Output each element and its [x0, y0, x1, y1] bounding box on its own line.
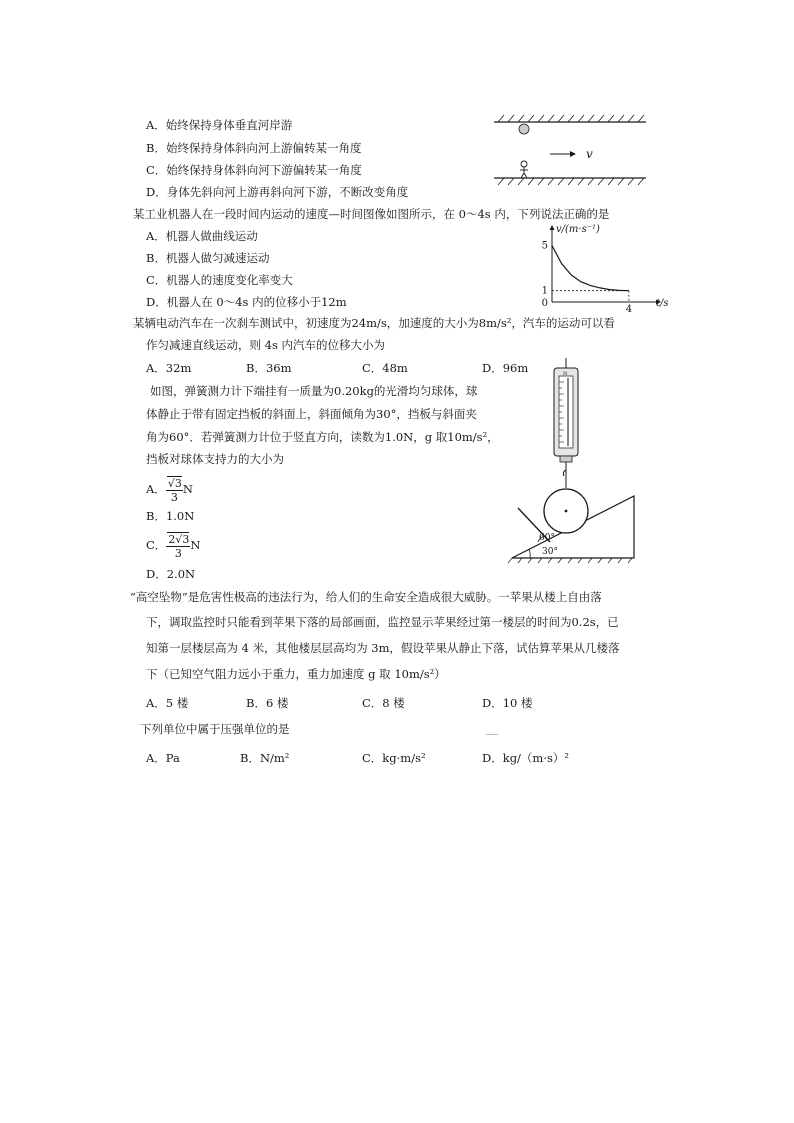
option-a: A．始终保持身体垂直河岸游 [146, 118, 293, 132]
x-axis-label: t/s [656, 298, 669, 309]
option-d: D．身体先斜向河上游再斜向河下游，不断改变角度 [146, 185, 409, 199]
option-a: A．Pa [146, 751, 180, 765]
option-d: D．96m [482, 361, 529, 375]
option-d: D．机器人在 0～4s 内的位移小于12m [146, 295, 347, 309]
option-a: A．5 楼 [146, 696, 189, 710]
question-stem-line-2: 作匀减速直线运动，则 4s 内汽车的位移大小为 [146, 338, 386, 352]
option-c: C．8 楼 [362, 696, 405, 710]
question-stem-line-2: 体静止于带有固定挡板的斜面上，斜面倾角为30°，挡板与斜面夹 [146, 407, 477, 421]
fraction: $\frac{√3}{3}$ [167, 476, 182, 504]
y-axis-arrow [550, 225, 555, 230]
option-b: B．机器人做匀减速运动 [146, 251, 270, 265]
question-stem-line-4: 挡板对球体支持力的大小为 [146, 452, 284, 466]
question-stem-line-4: 下（已知空气阻力远小于重力，重力加速度 g 取 10m/s²） [146, 667, 446, 681]
x-tick-label: 4 [625, 304, 633, 315]
option-b: B．6 楼 [246, 696, 289, 710]
option-a: A．机器人做曲线运动 [146, 229, 258, 243]
question-stem-line-1: 某辆电动汽车在一次刹车测试中，初速度为24m/s，加速度的大小为8m/s²，汽车的运动可以看 [133, 316, 615, 330]
question-stem-line-3: 知第一层楼层高为 4 米，其他楼层层高均为 3m，假设苹果从静止下落，试估算苹果从几楼落 [146, 641, 620, 655]
option-c: C．始终保持身体斜向河下游偏转某一角度 [146, 163, 362, 177]
spring-scale-icon [554, 368, 578, 462]
option-b: B．始终保持身体斜向河上游偏转某一角度 [146, 141, 362, 155]
arrow-right-icon [550, 151, 576, 157]
option-d: D．kg/（m·s）² [482, 751, 569, 765]
angle-60-label: 60° [539, 533, 555, 543]
option-c: C．48m [362, 361, 408, 375]
option-a: A． $\frac{√3}{3}$ N [146, 476, 193, 504]
question-stem-line-3: 角为60°．若弹簧测力计位于竖直方向，读数为1.0N，g 取10m/s²， [146, 430, 499, 444]
river-figure [490, 112, 650, 188]
option-d: D．10 楼 [482, 696, 533, 710]
question-stem: 某工业机器人在一段时间内运动的速度—时间图像如图所示，在 0～4s 内，下列说法正确的是 [133, 207, 610, 221]
y-axis-label: v/(m·s⁻¹) [556, 224, 600, 235]
velocity-curve [552, 246, 629, 291]
question-stem-line-1: “高空坠物”是危害性极高的违法行为，给人们的生命安全造成很大威胁。一苹果从楼上自由落 [130, 590, 602, 604]
velocity-time-chart [536, 224, 669, 315]
incline-figure [508, 356, 654, 566]
fraction: $\frac{2√3}{3}$ [168, 532, 190, 560]
swimmer-icon [520, 161, 528, 178]
option-c: C．机器人的速度变化率变大 [146, 273, 293, 287]
scale-unit-label: N [563, 371, 568, 377]
y-tick-label: 1 [541, 285, 548, 297]
question-stem: 下列单位中属于压强单位的是 [140, 722, 290, 736]
option-b: B．N/m² [240, 751, 290, 765]
option-b: B．1.0N [146, 509, 195, 523]
question-stem-line-1: 如图，弹簧测力计下端挂有一质量为0.20kg的光滑均匀球体，球 [150, 384, 478, 398]
option-b: B．36m [246, 361, 292, 375]
origin-label: 0 [541, 298, 548, 309]
option-c: C． $\frac{2√3}{3}$ N [146, 532, 201, 560]
question-stem-line-2: 下，调取监控时只能看到苹果下落的局部画面，监控显示苹果经过第一楼层的时间为0.2s，已 [146, 615, 619, 629]
divider [486, 734, 498, 735]
option-d: D．2.0N [146, 567, 196, 581]
option-c: C．kg·m/s² [362, 751, 426, 765]
angle-30-label: 30° [542, 547, 558, 557]
option-a: A．32m [146, 361, 192, 375]
velocity-label: v [586, 147, 593, 161]
y-tick-label: 5 [541, 240, 548, 252]
